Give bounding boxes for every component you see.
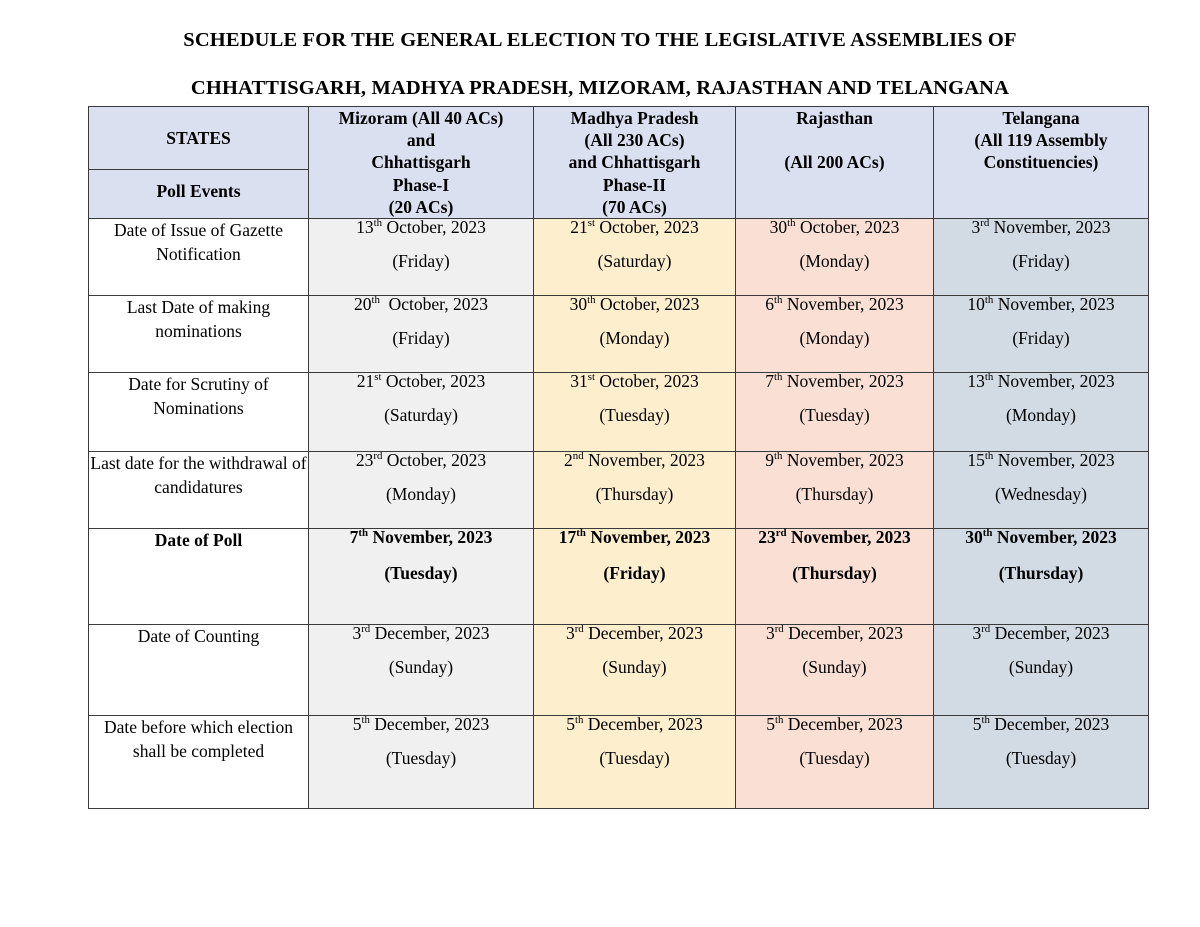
- table-row-date-of-poll: [89, 529, 1149, 625]
- weekday-text: (Thursday): [795, 483, 874, 504]
- cell-mizoram: [309, 452, 534, 529]
- header-mizoram-line-3: Chhattisgarh: [371, 152, 471, 173]
- row-event-label: Date of Issue of Gazette Notification: [89, 219, 309, 296]
- date-text: 6th November, 2023: [765, 294, 904, 315]
- cell-madhya-pradesh: [534, 625, 736, 716]
- date-text: 21st October, 2023: [570, 217, 699, 238]
- date-text: 30th October, 2023: [769, 217, 900, 238]
- header-rajasthan-line-2: [736, 129, 933, 151]
- date-text: 17th November, 2023: [558, 527, 711, 548]
- ordinal-suffix: nd: [572, 450, 584, 463]
- title-line-2: CHHATTISGARH, MADHYA PRADESH, MIZORAM, RAJASTHAN AND TELANGANA: [190, 76, 1010, 99]
- ordinal-suffix: th: [774, 450, 783, 463]
- weekday-text: (Wednesday): [995, 483, 1087, 504]
- ordinal-suffix: th: [984, 371, 994, 384]
- ordinal-suffix: rd: [574, 623, 584, 636]
- header-row: [89, 107, 1149, 219]
- weekday-text: (Friday): [392, 327, 450, 348]
- weekday-text: (Thursday): [595, 483, 674, 504]
- ordinal-suffix: rd: [361, 623, 371, 636]
- date-text: 23rd October, 2023: [355, 450, 487, 471]
- cell-telangana: [934, 373, 1149, 452]
- ordinal-suffix: rd: [980, 217, 990, 230]
- header-mp-line-1: Madhya Pradesh: [570, 108, 699, 128]
- date-text: 3rd December, 2023: [765, 623, 904, 644]
- weekday-text: (Tuesday): [599, 404, 670, 425]
- table-row: [89, 296, 1149, 373]
- cell-telangana: [934, 452, 1149, 529]
- header-mizoram-line-4: Phase-I: [392, 174, 450, 195]
- date-text: 5th December, 2023: [766, 714, 903, 735]
- weekday-text: (Friday): [1012, 327, 1070, 348]
- cell-telangana: [934, 296, 1149, 373]
- ordinal-suffix: rd: [981, 623, 991, 636]
- weekday-text: (Friday): [603, 562, 666, 583]
- cell-rajasthan: [736, 625, 934, 716]
- date-text: 30th October, 2023: [569, 294, 700, 315]
- row-event-label: Date of Poll: [89, 529, 309, 625]
- header-mp-line-4: Phase-II: [602, 174, 667, 195]
- header-states-label: STATES: [89, 107, 308, 170]
- cell-madhya-pradesh: [534, 452, 736, 529]
- document-title: [0, 0, 1200, 99]
- table-row: [89, 625, 1149, 716]
- ordinal-suffix: th: [373, 217, 383, 230]
- ordinal-suffix: th: [774, 294, 783, 307]
- header-mizoram-line-2: and: [406, 130, 436, 151]
- header-mp-line-5: (70 ACs): [602, 196, 667, 217]
- table-header: [89, 107, 1149, 219]
- header-rajasthan-line-1: Rajasthan: [796, 108, 873, 128]
- table-row: [89, 716, 1149, 809]
- cell-rajasthan: [736, 373, 934, 452]
- cell-telangana: [934, 219, 1149, 296]
- header-states-poll-events: [89, 107, 309, 219]
- ordinal-suffix: th: [984, 294, 994, 307]
- date-text: 13th October, 2023: [356, 217, 486, 238]
- row-event-label: Last Date of making nominations: [89, 296, 309, 373]
- date-text: 15th November, 2023: [967, 450, 1115, 471]
- header-mizoram-line-1: Mizoram (All 40 ACs): [338, 108, 504, 128]
- date-text: 3rd December, 2023: [565, 623, 704, 644]
- header-mp-line-2: (All 230 ACs): [584, 130, 685, 151]
- ordinal-suffix: rd: [373, 450, 383, 463]
- row-event-label: Date for Scrutiny of Nominations: [89, 373, 309, 452]
- weekday-text: (Monday): [599, 327, 670, 348]
- header-rajasthan-line-3: (All 200 ACs): [784, 152, 885, 173]
- ordinal-suffix: th: [358, 527, 369, 540]
- header-mp-line-3: and Chhattisgarh: [568, 152, 701, 173]
- cell-madhya-pradesh: [534, 716, 736, 809]
- weekday-text: (Friday): [392, 250, 450, 271]
- weekday-text: (Sunday): [802, 656, 867, 677]
- date-text: 5th December, 2023: [566, 714, 703, 735]
- table-body: [89, 219, 1149, 809]
- cell-telangana: [934, 625, 1149, 716]
- header-column-madhya-pradesh: [534, 107, 736, 219]
- cell-rajasthan: [736, 296, 934, 373]
- row-event-label: Date before which election shall be completed: [89, 716, 309, 809]
- date-text: 23rd November, 2023: [758, 527, 911, 548]
- cell-madhya-pradesh: [534, 529, 736, 625]
- date-text: 5th December, 2023: [352, 714, 490, 735]
- weekday-text: (Thursday): [792, 562, 877, 583]
- ordinal-suffix: st: [587, 217, 595, 230]
- ordinal-suffix: th: [981, 714, 990, 727]
- cell-telangana: [934, 529, 1149, 625]
- date-text: 3rd December, 2023: [352, 623, 490, 644]
- ordinal-suffix: st: [587, 371, 595, 384]
- weekday-text: (Friday): [1012, 250, 1070, 271]
- cell-mizoram: [309, 625, 534, 716]
- cell-rajasthan: [736, 716, 934, 809]
- weekday-text: (Sunday): [602, 656, 667, 677]
- cell-madhya-pradesh: [534, 296, 736, 373]
- ordinal-suffix: th: [774, 371, 783, 384]
- header-column-telangana: [934, 107, 1149, 219]
- date-text: 31st October, 2023: [570, 371, 699, 392]
- cell-rajasthan: [736, 219, 934, 296]
- weekday-text: (Tuesday): [799, 747, 870, 768]
- cell-madhya-pradesh: [534, 373, 736, 452]
- title-line-1: SCHEDULE FOR THE GENERAL ELECTION TO THE LEGISLATIVE ASSEMBLIES OF: [183, 29, 1017, 51]
- ordinal-suffix: th: [576, 527, 586, 540]
- weekday-text: (Tuesday): [1005, 747, 1077, 768]
- table-row: [89, 373, 1149, 452]
- ordinal-suffix: th: [774, 714, 784, 727]
- row-event-label: Last date for the withdrawal of candidatures: [89, 452, 309, 529]
- weekday-text: (Monday): [1006, 404, 1076, 425]
- date-text: 21st October, 2023: [356, 371, 486, 392]
- header-poll-events-label: Poll Events: [156, 180, 241, 201]
- date-text: 2nd November, 2023: [564, 450, 705, 471]
- ordinal-suffix: rd: [775, 527, 787, 540]
- weekday-text: (Tuesday): [799, 404, 870, 425]
- weekday-text: (Monday): [799, 250, 870, 271]
- weekday-text: (Tuesday): [384, 562, 458, 583]
- header-column-rajasthan: [736, 107, 934, 219]
- header-telangana-line-3: Constituencies): [983, 152, 1099, 173]
- date-text: 9th November, 2023: [765, 450, 904, 471]
- header-telangana-line-1: Telangana: [1002, 108, 1080, 128]
- date-text: 3rd December, 2023: [972, 623, 1110, 644]
- date-text: 5th December, 2023: [972, 714, 1110, 735]
- ordinal-suffix: th: [787, 217, 796, 230]
- table-row: [89, 452, 1149, 529]
- date-text: 7th November, 2023: [765, 371, 904, 392]
- schedule-table-container: [88, 106, 1148, 809]
- weekday-text: (Sunday): [1008, 656, 1074, 677]
- date-text: 7th November, 2023: [349, 527, 493, 548]
- date-text: 30th November, 2023: [965, 527, 1117, 548]
- ordinal-suffix: th: [984, 450, 994, 463]
- cell-rajasthan: [736, 529, 934, 625]
- cell-mizoram: [309, 529, 534, 625]
- ordinal-suffix: rd: [774, 623, 784, 636]
- ordinal-suffix: st: [374, 371, 382, 384]
- ordinal-suffix: th: [371, 294, 380, 307]
- table-row: [89, 219, 1149, 296]
- weekday-text: (Sunday): [388, 656, 454, 677]
- weekday-text: (Saturday): [597, 250, 672, 271]
- date-text: 3rd November, 2023: [971, 217, 1111, 238]
- cell-rajasthan: [736, 452, 934, 529]
- weekday-text: (Monday): [799, 327, 870, 348]
- weekday-text: (Thursday): [998, 562, 1084, 583]
- cell-mizoram: [309, 373, 534, 452]
- ordinal-suffix: th: [587, 294, 596, 307]
- header-telangana-line-2: (All 119 Assembly: [974, 130, 1108, 151]
- date-text: 13th November, 2023: [967, 371, 1115, 392]
- cell-mizoram: [309, 296, 534, 373]
- cell-mizoram: [309, 716, 534, 809]
- election-schedule-table: [88, 106, 1149, 809]
- weekday-text: (Tuesday): [385, 747, 457, 768]
- date-text: 10th November, 2023: [967, 294, 1115, 315]
- ordinal-suffix: th: [574, 714, 584, 727]
- ordinal-suffix: th: [361, 714, 370, 727]
- weekday-text: (Tuesday): [599, 747, 670, 768]
- cell-telangana: [934, 716, 1149, 809]
- weekday-text: (Saturday): [384, 404, 458, 425]
- header-column-mizoram: [309, 107, 534, 219]
- date-text: 20th October, 2023: [353, 294, 489, 315]
- cell-mizoram: [309, 219, 534, 296]
- row-event-label: Date of Counting: [89, 625, 309, 716]
- ordinal-suffix: th: [982, 527, 993, 540]
- weekday-text: (Monday): [386, 483, 456, 504]
- cell-madhya-pradesh: [534, 219, 736, 296]
- header-mizoram-line-5: (20 ACs): [388, 196, 454, 217]
